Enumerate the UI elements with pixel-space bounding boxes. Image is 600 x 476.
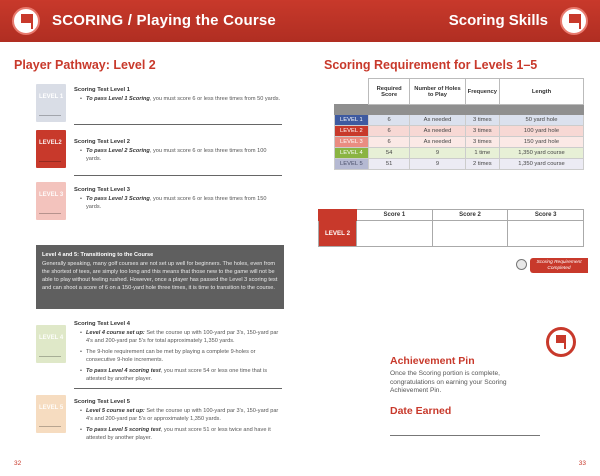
level-3-thumbnail: LEVEL 3 xyxy=(36,182,66,220)
level-1-thumbnail: LEVEL 1 xyxy=(36,84,66,122)
flag-logo-icon xyxy=(560,7,588,35)
list-item: • To pass Level 4 scoring test, you must score 54 or less one time that is attested by another player. xyxy=(80,367,282,383)
transition-title: Level 4 and 5: Transitioning to the Course xyxy=(42,252,154,258)
level-2-thumbnail: LEVEL2 xyxy=(36,130,66,168)
list-item: • To pass Level 5 scoring test, you must score 51 or less twice and have it attested by another player. xyxy=(80,426,282,442)
list-item: • To pass Level 2 Scoring, you must score 6 or less three times from 100 yards. xyxy=(80,147,282,163)
list-item: • Level 5 course set up: Set the course up with 100-yard par 3's, 150-yard par 4's and 200-yard par 5's or approximately 1,350 yards. xyxy=(80,407,282,423)
table-row: LEVEL 2 6 As needed 3 times 100 yard hole xyxy=(335,126,584,137)
transition-text: Generally speaking, many golf courses are not set up well for beginners. The holes, even from the shortest of tees, are simply too long and this means that those new to the game will not be able to play without feeling rushed. However, once a player has passed the Level 3 scoring test and can shoot a score of 6 on a 150-yard hole three times, it is time to transition to the course. xyxy=(42,261,278,291)
list-item: • The 9-hole requirement can be met by playing a complete 9-holes or consecutive 9-hole increments. xyxy=(80,348,282,364)
list-item: • Level 4 course set up: Set the course up with 100-yard par 3's, 150-yard par 4's and 200-yard par 5's for total approximately 1,350 yards. xyxy=(80,329,282,345)
score-3-cell[interactable] xyxy=(508,221,584,247)
test-title: Scoring Test Level 2 xyxy=(74,139,130,145)
achievement-title: Achievement Pin xyxy=(390,355,475,367)
header-band xyxy=(0,0,600,42)
achievement-text: Once the Scoring portion is complete, congratulations on earning your Scoring Achievement Pin. xyxy=(390,370,507,394)
level-label: LEVEL 2 xyxy=(319,221,357,247)
divider xyxy=(74,175,282,176)
scoring-test-level-2 xyxy=(74,138,282,166)
column-header: Length xyxy=(500,79,584,105)
column-header: Score 3 xyxy=(508,210,584,221)
scoring-test-level-1 xyxy=(74,86,282,106)
table-row: LEVEL 5 51 9 2 times 1,350 yard course xyxy=(335,159,584,170)
header-title-left: SCORING / Playing the Course xyxy=(52,12,276,29)
divider xyxy=(74,124,282,125)
score-1-cell[interactable] xyxy=(357,221,433,247)
test-title: Scoring Test Level 4 xyxy=(74,321,130,327)
column-header: Score 2 xyxy=(432,210,508,221)
column-header: Frequency xyxy=(465,79,499,105)
page-number-right: 33 xyxy=(578,460,586,467)
test-title: Scoring Test Level 1 xyxy=(74,87,130,93)
list-item: • To pass Level 3 Scoring, you must score 6 or less three times from 150 yards. xyxy=(80,195,282,211)
requirement-table xyxy=(334,78,584,170)
achievement-pin-icon xyxy=(546,327,576,357)
level-5-thumbnail: LEVEL 5 xyxy=(36,395,66,433)
table-row: LEVEL 1 6 As needed 3 times 50 yard hole xyxy=(335,115,584,126)
divider xyxy=(74,388,282,389)
transition-box xyxy=(36,245,284,309)
date-earned-field[interactable] xyxy=(390,435,540,436)
scoring-test-level-3 xyxy=(74,186,282,214)
test-title: Scoring Test Level 5 xyxy=(74,399,130,405)
left-section-title: Player Pathway: Level 2 xyxy=(14,58,156,72)
completed-label: Scoring Requirement Completed xyxy=(530,258,588,273)
score-entry-table xyxy=(318,209,584,247)
scoring-test-level-4 xyxy=(74,320,282,386)
table-row: LEVEL 3 6 As needed 3 times 150 yard hole xyxy=(335,137,584,148)
right-section-title: Scoring Requirement for Levels 1–5 xyxy=(324,58,538,72)
page-number-left: 32 xyxy=(14,460,22,467)
test-title: Scoring Test Level 3 xyxy=(74,187,130,193)
flag-logo-icon xyxy=(12,7,40,35)
column-header: Required Score xyxy=(369,79,410,105)
completed-checkbox[interactable] xyxy=(516,259,527,270)
table-row: LEVEL 4 54 9 1 time 1,350 yard course xyxy=(335,148,584,159)
column-header: Score 1 xyxy=(357,210,433,221)
score-2-cell[interactable] xyxy=(432,221,508,247)
header-title-right: Scoring Skills xyxy=(448,12,548,29)
level-4-thumbnail: LEVEL 4 xyxy=(36,325,66,363)
column-header: Number of Holes to Play xyxy=(410,79,465,105)
date-earned-label: Date Earned xyxy=(390,405,452,417)
list-item: • To pass Level 1 Scoring, you must score 6 or less three times from 50 yards. xyxy=(80,95,282,103)
scoring-test-level-5 xyxy=(74,398,282,445)
